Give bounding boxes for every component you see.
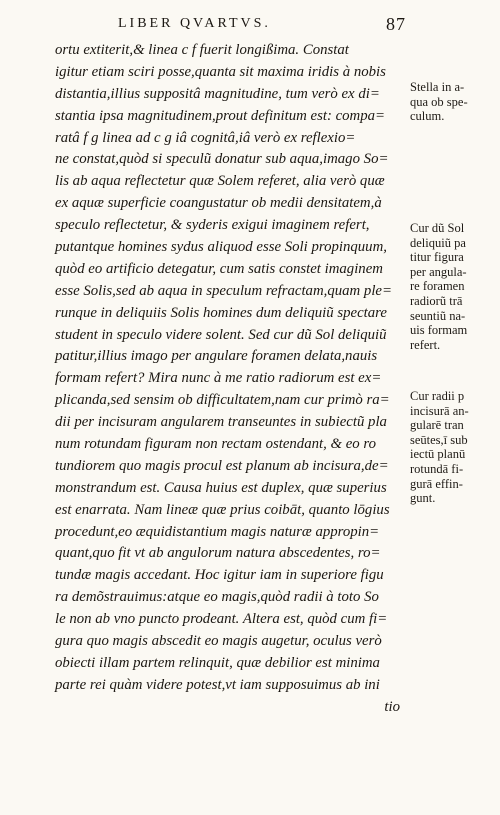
text-line: dii per incisuram angularem transeuntes in subiectũ pla bbox=[55, 414, 387, 431]
text-line: ne constat,quòd si speculũ donatur sub aqua,imago So= bbox=[55, 151, 389, 168]
text-line: quòd eo artificio detegatur, cum satis constet imaginem bbox=[55, 260, 383, 277]
text-line: est enarrata. Nam lineæ quæ prius coibāt, quanto lōgius bbox=[55, 501, 390, 518]
text-line: runque in deliquiis Solis homines dum deliquiũ spectare bbox=[55, 304, 387, 321]
text-line: esse Solis,sed ab aqua in speculum refractam,quam ple= bbox=[55, 282, 392, 299]
text-line: gura quo magis abscedit eo magis augetur, oculus verò bbox=[55, 633, 382, 650]
text-line: speculo reflectetur, & syderis exigui imaginem refert, bbox=[55, 217, 370, 234]
text-line: obiecti illam partem relinquit, quæ debilior est minima bbox=[55, 654, 380, 671]
text-line: lis ab aqua reflectetur quæ Solem referet, alia verò quæ bbox=[55, 173, 385, 190]
text-line: plicanda,sed sensim ob difficultatem,nam cur primò ra= bbox=[55, 392, 390, 409]
running-head: LIBER QVARTVS. bbox=[118, 16, 271, 31]
text-line: student in speculo videre solent. Sed cur dũ Sol deliquiũ bbox=[55, 326, 387, 343]
text-line: ex aquæ superficie coangustatur ob medii densitatem,à bbox=[55, 195, 382, 212]
main-text-block bbox=[55, 40, 403, 719]
margin-note-eclipse-ship-image: Cur dũ Sol deliquiũ pa titur figura per angula- re foramen radiorũ trā seuntiũ na- uis formam refert. bbox=[410, 221, 468, 352]
text-line: ortu extiterit,& linea c f fuerit longißima. Constat bbox=[55, 42, 349, 58]
text-line: putantque homines sydus aliquod esse Soli propinquum, bbox=[55, 239, 387, 256]
text-line: igitur etiam sciri posse,quanta sit maxima iridis à nobis bbox=[55, 63, 386, 80]
text-line: num rotundam figuram non rectam ostendant, & eo ro bbox=[55, 436, 376, 453]
page-number: 87 bbox=[386, 14, 406, 34]
text-line: formam refert? Mira nunc à me ratio radiorum est ex= bbox=[55, 370, 382, 387]
text-line: procedunt,eo æquidistantium magis naturæ appropin= bbox=[55, 523, 380, 540]
text-line: distantia,illius suppositâ magnitudine, tum verò ex di= bbox=[55, 85, 380, 102]
text-line: ratâ f g linea ad c g iâ cognitâ,iâ verò ex reflexio= bbox=[55, 129, 356, 146]
text-line: patitur,illius imago per angulare foramen delata,nauis bbox=[55, 348, 378, 365]
margin-note-angular-incision: Cur radii p incisurā an- gularē tran seūtes,ī sub iectū planū rotundā fi- gurā effin- gunt. bbox=[410, 389, 469, 506]
text-line: tundiorem quo magis procul est planum ab incisura,de= bbox=[55, 457, 389, 474]
text-line: ra demõstrauimus:atque eo magis,quòd radii à toto So bbox=[55, 589, 379, 606]
text-line: le non ab vno puncto prodeant. Altera est, quòd cum fi= bbox=[55, 611, 388, 628]
text-line: monstrandum est. Causa huius est duplex, quæ superius bbox=[55, 479, 387, 496]
text-line: parte rei quàm videre potest,vt iam supposuimus ab ini bbox=[55, 676, 380, 693]
text-line: tio bbox=[384, 698, 400, 715]
text-line: quant,quo fit vt ab angulorum natura abscedentes, ro= bbox=[55, 545, 381, 562]
text-line: tundæ magis accedant. Hoc igitur iam in superiore figu bbox=[55, 567, 384, 584]
margin-note-star-in-water: Stella in a- qua ob spe- culum. bbox=[410, 80, 468, 124]
text-line: stantia ipsa magnitudinem,prout definitum est: compa= bbox=[55, 107, 386, 124]
